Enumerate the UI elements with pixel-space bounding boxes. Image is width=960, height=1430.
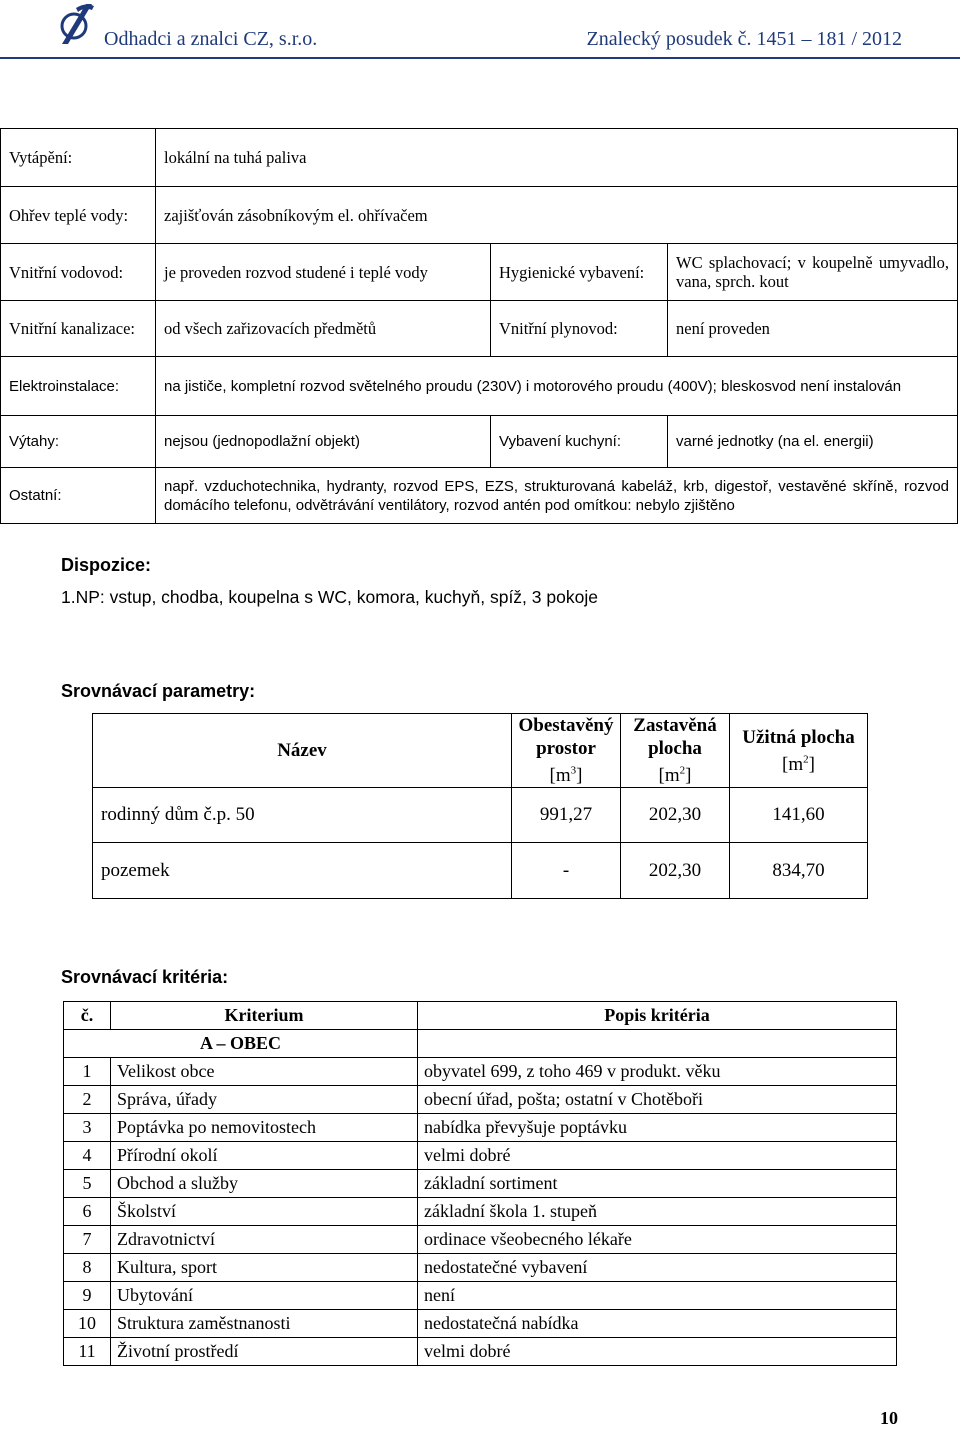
report-number: Znalecký posudek č. 1451 – 181 / 2012 [586,28,902,50]
table-row [64,1170,897,1198]
criteria-desc: velmi dobré [418,1338,897,1366]
criteria-table [63,1001,897,1366]
criteria-no: 9 [64,1282,111,1310]
dispozice-text: 1.NP: vstup, chodba, koupelna s WC, komora, kuchyň, spíž, 3 pokoje [61,587,598,607]
param-volume: 991,27 [512,788,621,843]
table-row [93,843,868,899]
criteria-no: 11 [64,1338,111,1366]
criteria-name: Struktura zaměstnanosti [111,1310,418,1338]
criteria-name: Školství [111,1198,418,1226]
criteria-desc: není [418,1282,897,1310]
criteria-name: Obchod a služby [111,1170,418,1198]
params-heading: Srovnávací parametry: [61,681,256,701]
param-built: 202,30 [621,788,730,843]
dispozice-heading: Dispozice: [61,555,152,575]
equipment-table [0,128,958,524]
criteria-desc: obyvatel 699, z toho 469 v produkt. věku [418,1058,897,1086]
table-row [64,1282,897,1310]
criteria-no: 5 [64,1170,111,1198]
hotwater-label: Ohřev teplé vody: [1,187,156,244]
criteria-no: 6 [64,1198,111,1226]
criteria-no: 3 [64,1114,111,1142]
criteria-no: 7 [64,1226,111,1254]
other-value: např. vzduchotechnika, hydranty, rozvod EPS, EZS, strukturovaná kabeláž, krb, digestoř, vestavěné skříně, rozvod domácího telefonu, odvětrávání ventilátory, rozvod antén pod omítkou: nebylo zjištěno [156,468,958,524]
params-col-useful: Užitná plocha $[m^2]$ [730,714,868,788]
criteria-desc: velmi dobré [418,1142,897,1170]
param-name: rodinný dům č.p. 50 [93,788,512,843]
criteria-desc: nedostatečná nabídka [418,1310,897,1338]
sewer-value: od všech zařizovacích předmětů [156,301,491,357]
table-row [93,788,868,843]
criteria-no: 2 [64,1086,111,1114]
criteria-name: Zdravotnictví [111,1226,418,1254]
table-row [64,1310,897,1338]
criteria-col-no: č. [64,1002,111,1030]
criteria-no: 8 [64,1254,111,1282]
company-logo [56,0,96,50]
criteria-rows [64,1058,897,1366]
kitchen-value: varné jednotky (na el. energii) [668,416,958,468]
param-useful: 141,60 [730,788,868,843]
heating-label: Vytápění: [1,129,156,187]
criteria-name: Správa, úřady [111,1086,418,1114]
criteria-name: Životní prostředí [111,1338,418,1366]
param-built: 202,30 [621,843,730,899]
param-useful: 834,70 [730,843,868,899]
table-row [64,1254,897,1282]
table-row [64,1086,897,1114]
table-row [64,1142,897,1170]
hygiene-value: WC splachovací; v koupelně umyvadlo, vana, sprch. kout [668,244,958,301]
criteria-no: 4 [64,1142,111,1170]
gas-label: Vnitřní plynovod: [491,301,668,357]
criteria-group: A – OBEC [64,1030,418,1058]
hotwater-value: zajišťován zásobníkovým el. ohřívačem [156,187,958,244]
criteria-no: 1 [64,1058,111,1086]
table-row [64,1338,897,1366]
criteria-name: Poptávka po nemovitostech [111,1114,418,1142]
table-row [64,1114,897,1142]
criteria-desc: základní škola 1. stupeň [418,1198,897,1226]
params-col-built: Zastavěná plocha $[m^2]$ [621,714,730,788]
lift-value: nejsou (jednopodlažní objekt) [156,416,491,468]
criteria-name: Kultura, sport [111,1254,418,1282]
param-volume: - [512,843,621,899]
criteria-desc: obecní úřad, pošta; ostatní v Chotěboři [418,1086,897,1114]
criteria-col-name: Kriterium [111,1002,418,1030]
criteria-desc: nedostatečné vybavení [418,1254,897,1282]
criteria-desc: ordinace všeobecného lékaře [418,1226,897,1254]
params-table [92,713,868,899]
company-name: Odhadci a znalci CZ, s.r.o. [104,28,318,50]
electric-value: na jističe, kompletní rozvod světelného proudu (230V) i motorového proudu (400V); bleskosvod není instalován [156,357,958,416]
table-row [64,1058,897,1086]
criteria-name: Přírodní okolí [111,1142,418,1170]
table-row [64,1198,897,1226]
criteria-desc: základní sortiment [418,1170,897,1198]
lift-label: Výtahy: [1,416,156,468]
param-name: pozemek [93,843,512,899]
kitchen-label: Vybavení kuchyní: [491,416,668,468]
electric-label: Elektroinstalace: [1,357,156,416]
criteria-name: Ubytování [111,1282,418,1310]
hygiene-label: Hygienické vybavení: [491,244,668,301]
other-label: Ostatní: [1,468,156,524]
params-col-volume: Obestavěný prostor $[m^3]$ [512,714,621,788]
criteria-group-empty [418,1030,897,1058]
heating-value: lokální na tuhá paliva [156,129,958,187]
gas-value: není proveden [668,301,958,357]
water-label: Vnitřní vodovod: [1,244,156,301]
sewer-label: Vnitřní kanalizace: [1,301,156,357]
page-number: 10 [880,1408,898,1428]
criteria-desc: nabídka převyšuje poptávku [418,1114,897,1142]
criteria-name: Velikost obce [111,1058,418,1086]
criteria-no: 10 [64,1310,111,1338]
params-col-name: Název [93,714,512,788]
table-row [64,1226,897,1254]
criteria-heading: Srovnávací kritéria: [61,967,229,987]
header-rule [0,57,960,59]
criteria-col-desc: Popis kritéria [418,1002,897,1030]
water-value: je proveden rozvod studené i teplé vody [156,244,491,301]
